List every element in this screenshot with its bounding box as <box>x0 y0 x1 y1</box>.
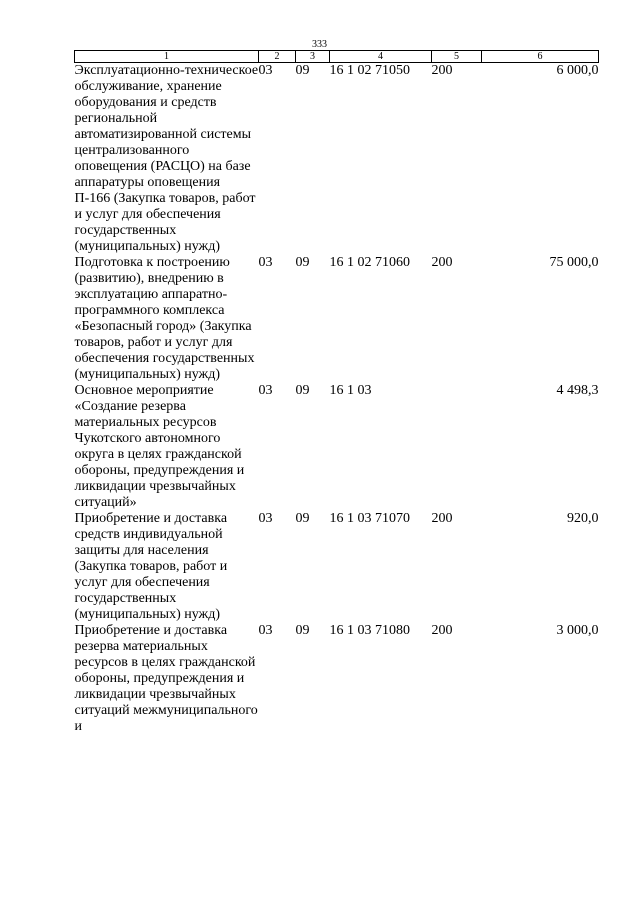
table-row <box>75 255 599 383</box>
row-section: 03 <box>258 623 273 638</box>
row-name: Приобретение и доставка резерва материальных ресурсов в целях гражданской обороны, предупреждения и ликвидации чрезвычайных ситуаций межмуниципального и <box>74 623 258 734</box>
budget-table <box>74 50 599 735</box>
header-col-1: 1 <box>75 51 259 63</box>
row-subsection: 09 <box>295 623 310 638</box>
table-row <box>75 623 599 735</box>
row-target-article: 16 1 02 71060 <box>329 255 410 270</box>
row-amount: 75 000,0 <box>549 255 599 270</box>
row-name: Основное мероприятие «Создание резерва материальных ресурсов Чукотского автономного округа в целях гражданской обороны, предупреждения и ликвидации чрезвычайных ситуаций» <box>74 383 245 510</box>
table-row <box>75 63 599 256</box>
row-section: 03 <box>258 255 273 270</box>
row-expense-type: 200 <box>431 63 453 78</box>
row-target-article: 16 1 03 71070 <box>329 511 410 526</box>
row-target-article: 16 1 03 <box>329 383 372 398</box>
table-row <box>75 511 599 623</box>
row-amount: 3 000,0 <box>556 623 599 638</box>
row-section: 03 <box>258 511 273 526</box>
header-col-6: 6 <box>482 51 599 63</box>
row-name: Эксплуатационно-техническое обслуживание, хранение оборудования и средств региональной автоматизированной системы централизованного оповещения (РАСЦО) на базе аппаратуры оповещения П-166 (Закупка товаров, работ и услуг для обеспечения государственных (муниципальных) нужд) <box>74 63 259 254</box>
row-name: Приобретение и доставка средств индивидуальной защиты для населения (Закупка товаров, работ и услуг для обеспечения государственных (муниципальных) нужд) <box>74 511 228 622</box>
row-amount: 6 000,0 <box>556 63 599 78</box>
row-expense-type: 200 <box>431 255 453 270</box>
row-section: 03 <box>258 63 273 78</box>
row-subsection: 09 <box>295 383 310 398</box>
row-expense-type: 200 <box>431 623 453 638</box>
page-number: 333 <box>312 39 327 50</box>
row-amount: 4 498,3 <box>556 383 599 398</box>
row-amount: 920,0 <box>567 511 599 526</box>
header-col-3: 3 <box>296 51 330 63</box>
row-target-article: 16 1 03 71080 <box>329 623 410 638</box>
row-subsection: 09 <box>295 255 310 270</box>
table-header-row <box>75 51 599 63</box>
row-subsection: 09 <box>295 63 310 78</box>
header-col-4: 4 <box>330 51 432 63</box>
row-expense-type: 200 <box>431 511 453 526</box>
row-subsection: 09 <box>295 511 310 526</box>
table-row <box>75 383 599 511</box>
header-col-2: 2 <box>259 51 296 63</box>
row-section: 03 <box>258 383 273 398</box>
row-target-article: 16 1 02 71050 <box>329 63 410 78</box>
row-expense-type <box>432 383 482 511</box>
header-col-5: 5 <box>432 51 482 63</box>
row-name: Подготовка к построению (развитию), внедрению в эксплуатацию аппаратно-программного комплекса «Безопасный город» (Закупка товаров, работ и услуг для обеспечения государственных (муниципальных) нужд) <box>74 255 255 382</box>
